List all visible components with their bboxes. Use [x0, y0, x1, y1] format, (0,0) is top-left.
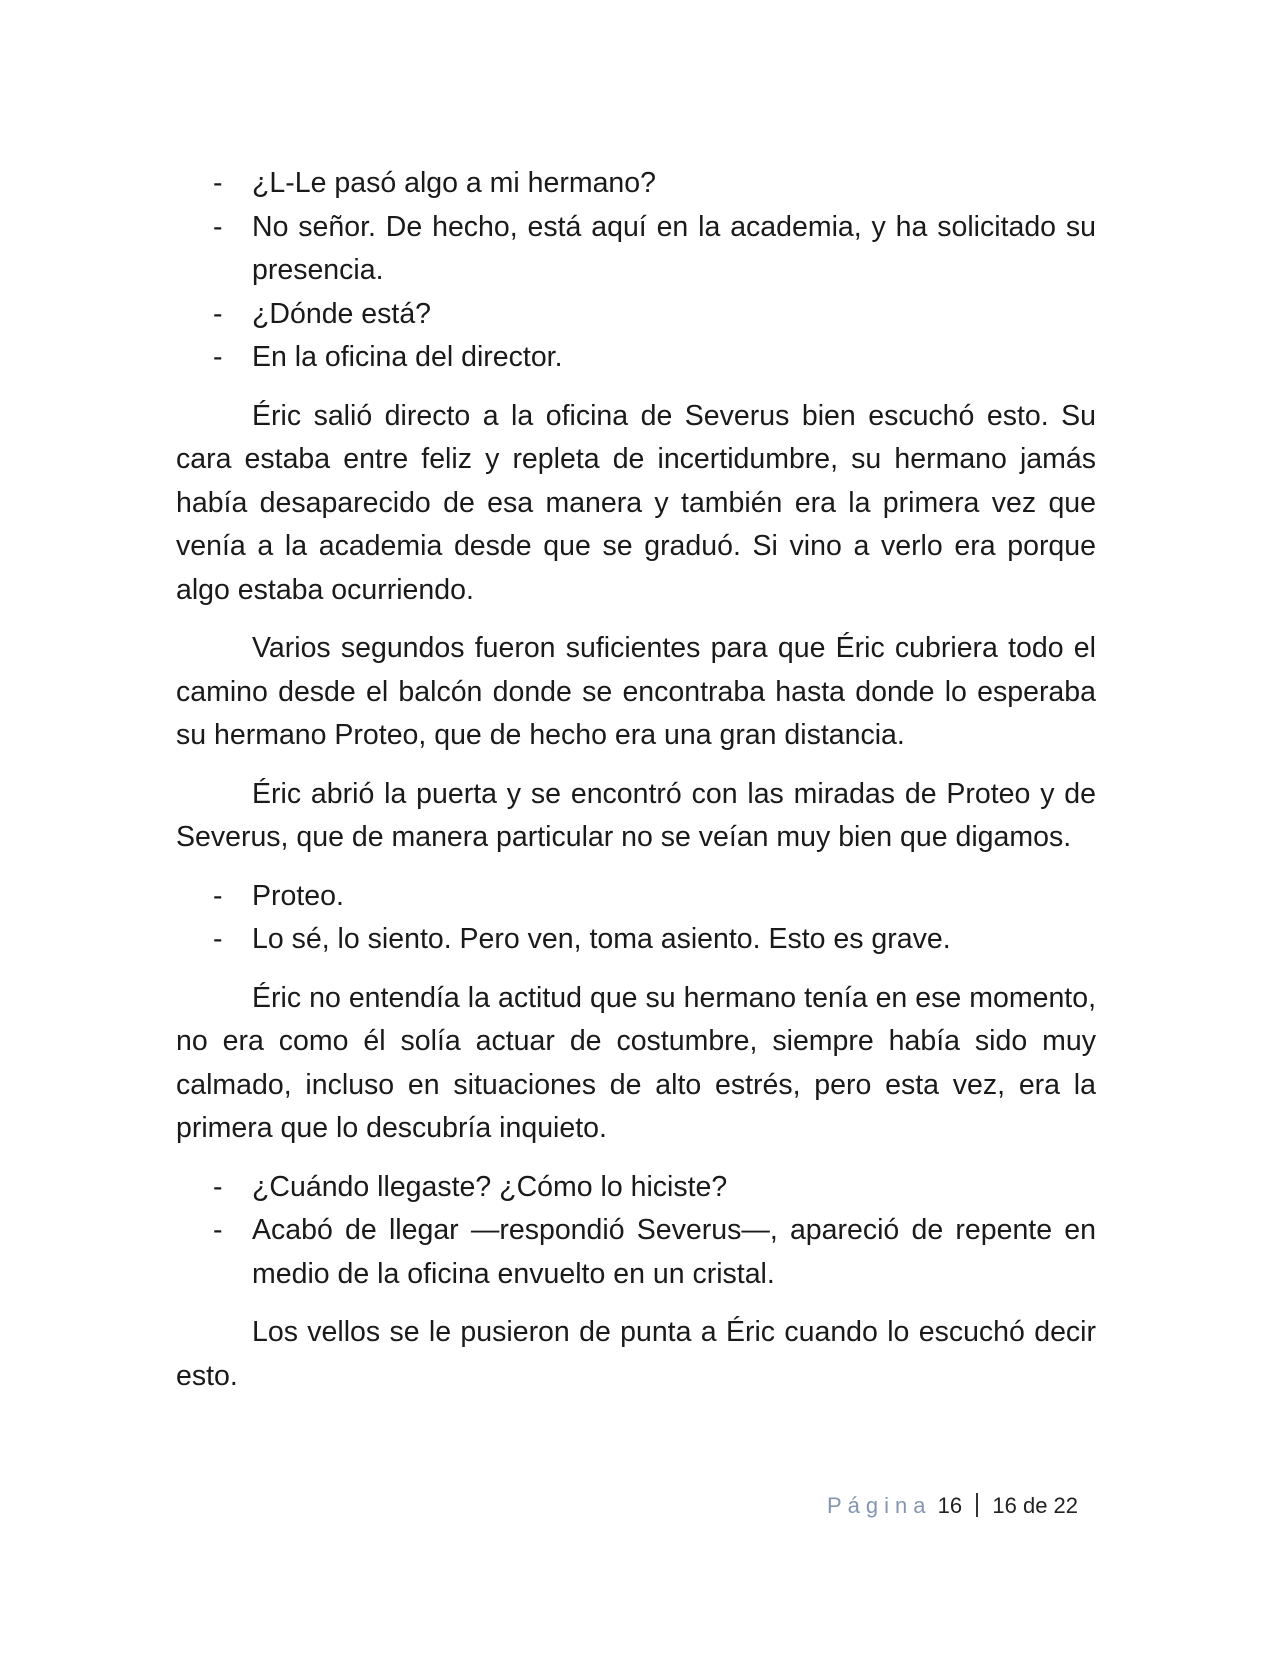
paragraph-2: Varios segundos fueron suficientes para que Éric cubriera todo el camino desde el balcón donde se encontraba hasta donde lo esperaba su hermano Proteo, que de hecho era una gran distancia. [176, 632, 1096, 751]
dialogue-line: - ¿L-Le pasó algo a mi hermano? [176, 162, 1096, 206]
paragraph-1: Éric salió directo a la oficina de Severus bien escuchó esto. Su cara estaba entre feliz y repleta de incertidumbre, su hermano jamás había desaparecido de esa manera y también era la primera vez que venía a la academia desde que se graduó. Si vino a verlo era porque algo estaba ocurriendo. [176, 399, 1096, 606]
dash-marker: - [213, 210, 223, 243]
paragraph-5: Los vellos se le pusieron de punta a Éric cuando lo escuchó decir esto. [176, 1316, 1096, 1392]
dash-marker: - [213, 879, 223, 912]
document-body [176, 162, 1096, 1398]
dialogue-list-2 [176, 875, 1096, 962]
dialogue-line: - Acabó de llegar —respondió Severus—, apareció de repente en medio de la oficina envuelto en un cristal. [176, 1209, 1096, 1296]
dash-marker: - [213, 297, 223, 330]
page-number: 16 [937, 1493, 963, 1518]
dialogue-line: - No señor. De hecho, está aquí en la academia, y ha solicitado su presencia. [176, 206, 1096, 293]
dialogue-line: - Lo sé, lo siento. Pero ven, toma asiento. Esto es grave. [176, 918, 1096, 962]
paragraph-4: Éric no entendía la actitud que su hermano tenía en ese momento, no era como él solía actuar de costumbre, siempre había sido muy calmado, incluso en situaciones de alto estrés, pero esta vez, era la primera que lo descubría inquieto. [176, 981, 1096, 1144]
dialogue-list-1 [176, 162, 1096, 380]
dash-marker: - [213, 923, 223, 955]
footer-divider [976, 1493, 978, 1517]
page-footer [827, 1491, 1078, 1521]
dialogue-line: - En la oficina del director. [176, 336, 1096, 380]
dialogue-line: - Proteo. [176, 875, 1096, 919]
dash-marker: - [213, 341, 223, 373]
dash-marker: - [213, 1214, 223, 1246]
paragraph-3: Éric abrió la puerta y se encontró con las miradas de Proteo y de Severus, que de manera particular no se veían muy bien que digamos. [176, 777, 1096, 853]
dialogue-line: - ¿Dónde está? [176, 293, 1096, 337]
dash-marker: - [213, 1170, 223, 1203]
page-count: 16 de 22 [992, 1493, 1079, 1518]
dialogue-line: - ¿Cuándo llegaste? ¿Cómo lo hiciste? [176, 1166, 1096, 1210]
page-label: Página [827, 1493, 932, 1518]
dialogue-list-3 [176, 1166, 1096, 1297]
dash-marker: - [213, 167, 223, 199]
